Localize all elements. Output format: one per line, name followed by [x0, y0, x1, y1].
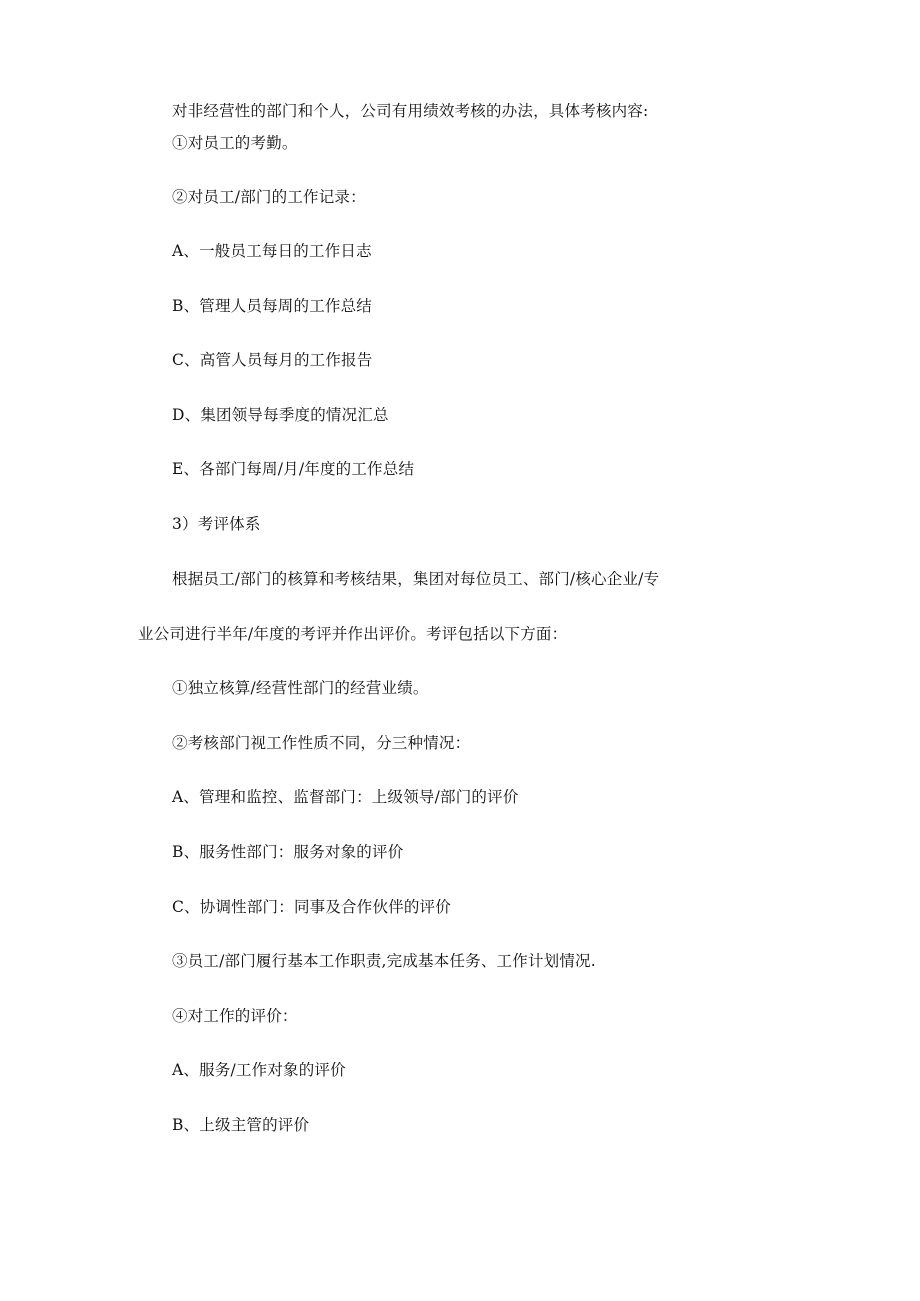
list-item-basic-duties: ③员工/部门履行基本工作职责,完成基本任务、工作计划情况.	[172, 952, 596, 970]
list-item-monthly-report: C、高管人员每月的工作报告	[172, 351, 373, 369]
list-item-service-object-evaluation: A、服务/工作对象的评价	[172, 1061, 346, 1079]
list-item-work-records: ②对员工/部门的工作记录：	[172, 188, 366, 206]
section-heading-evaluation-system: 3）考评体系	[172, 515, 261, 533]
list-item-work-evaluation: ④对工作的评价：	[172, 1007, 298, 1025]
list-item-management-departments: A、管理和监控、监督部门：上级领导/部门的评价	[172, 788, 519, 806]
list-item-three-situations: ②考核部门视工作性质不同，分三种情况：	[172, 734, 471, 752]
list-item-coordination-departments: C、协调性部门：同事及合作伙伴的评价	[172, 898, 451, 916]
paragraph-intro: 对非经营性的部门和个人，公司有用绩效考核的办法，具体考核内容:	[172, 102, 649, 120]
list-item-department-summary: E、各部门每周/月/年度的工作总结	[172, 460, 415, 478]
list-item-daily-log: A、一般员工每日的工作日志	[172, 242, 372, 260]
list-item-quarterly-summary: D、集团领导每季度的情况汇总	[172, 406, 389, 424]
paragraph-evaluation-line-2: 业公司进行半年/年度的考评并作出评价。考评包括以下方面：	[138, 625, 568, 643]
paragraph-evaluation-line-1: 根据员工/部门的核算和考核结果，集团对每位员工、部门/核心企业/专	[172, 570, 660, 588]
list-item-business-performance: ①独立核算/经营性部门的经营业绩。	[172, 679, 429, 697]
list-item-weekly-summary: B、管理人员每周的工作总结	[172, 297, 372, 315]
list-item-supervisor-evaluation: B、上级主管的评价	[172, 1116, 310, 1134]
list-item-attendance: ①对员工的考勤。	[172, 134, 298, 152]
list-item-service-departments: B、服务性部门：服务对象的评价	[172, 843, 404, 861]
